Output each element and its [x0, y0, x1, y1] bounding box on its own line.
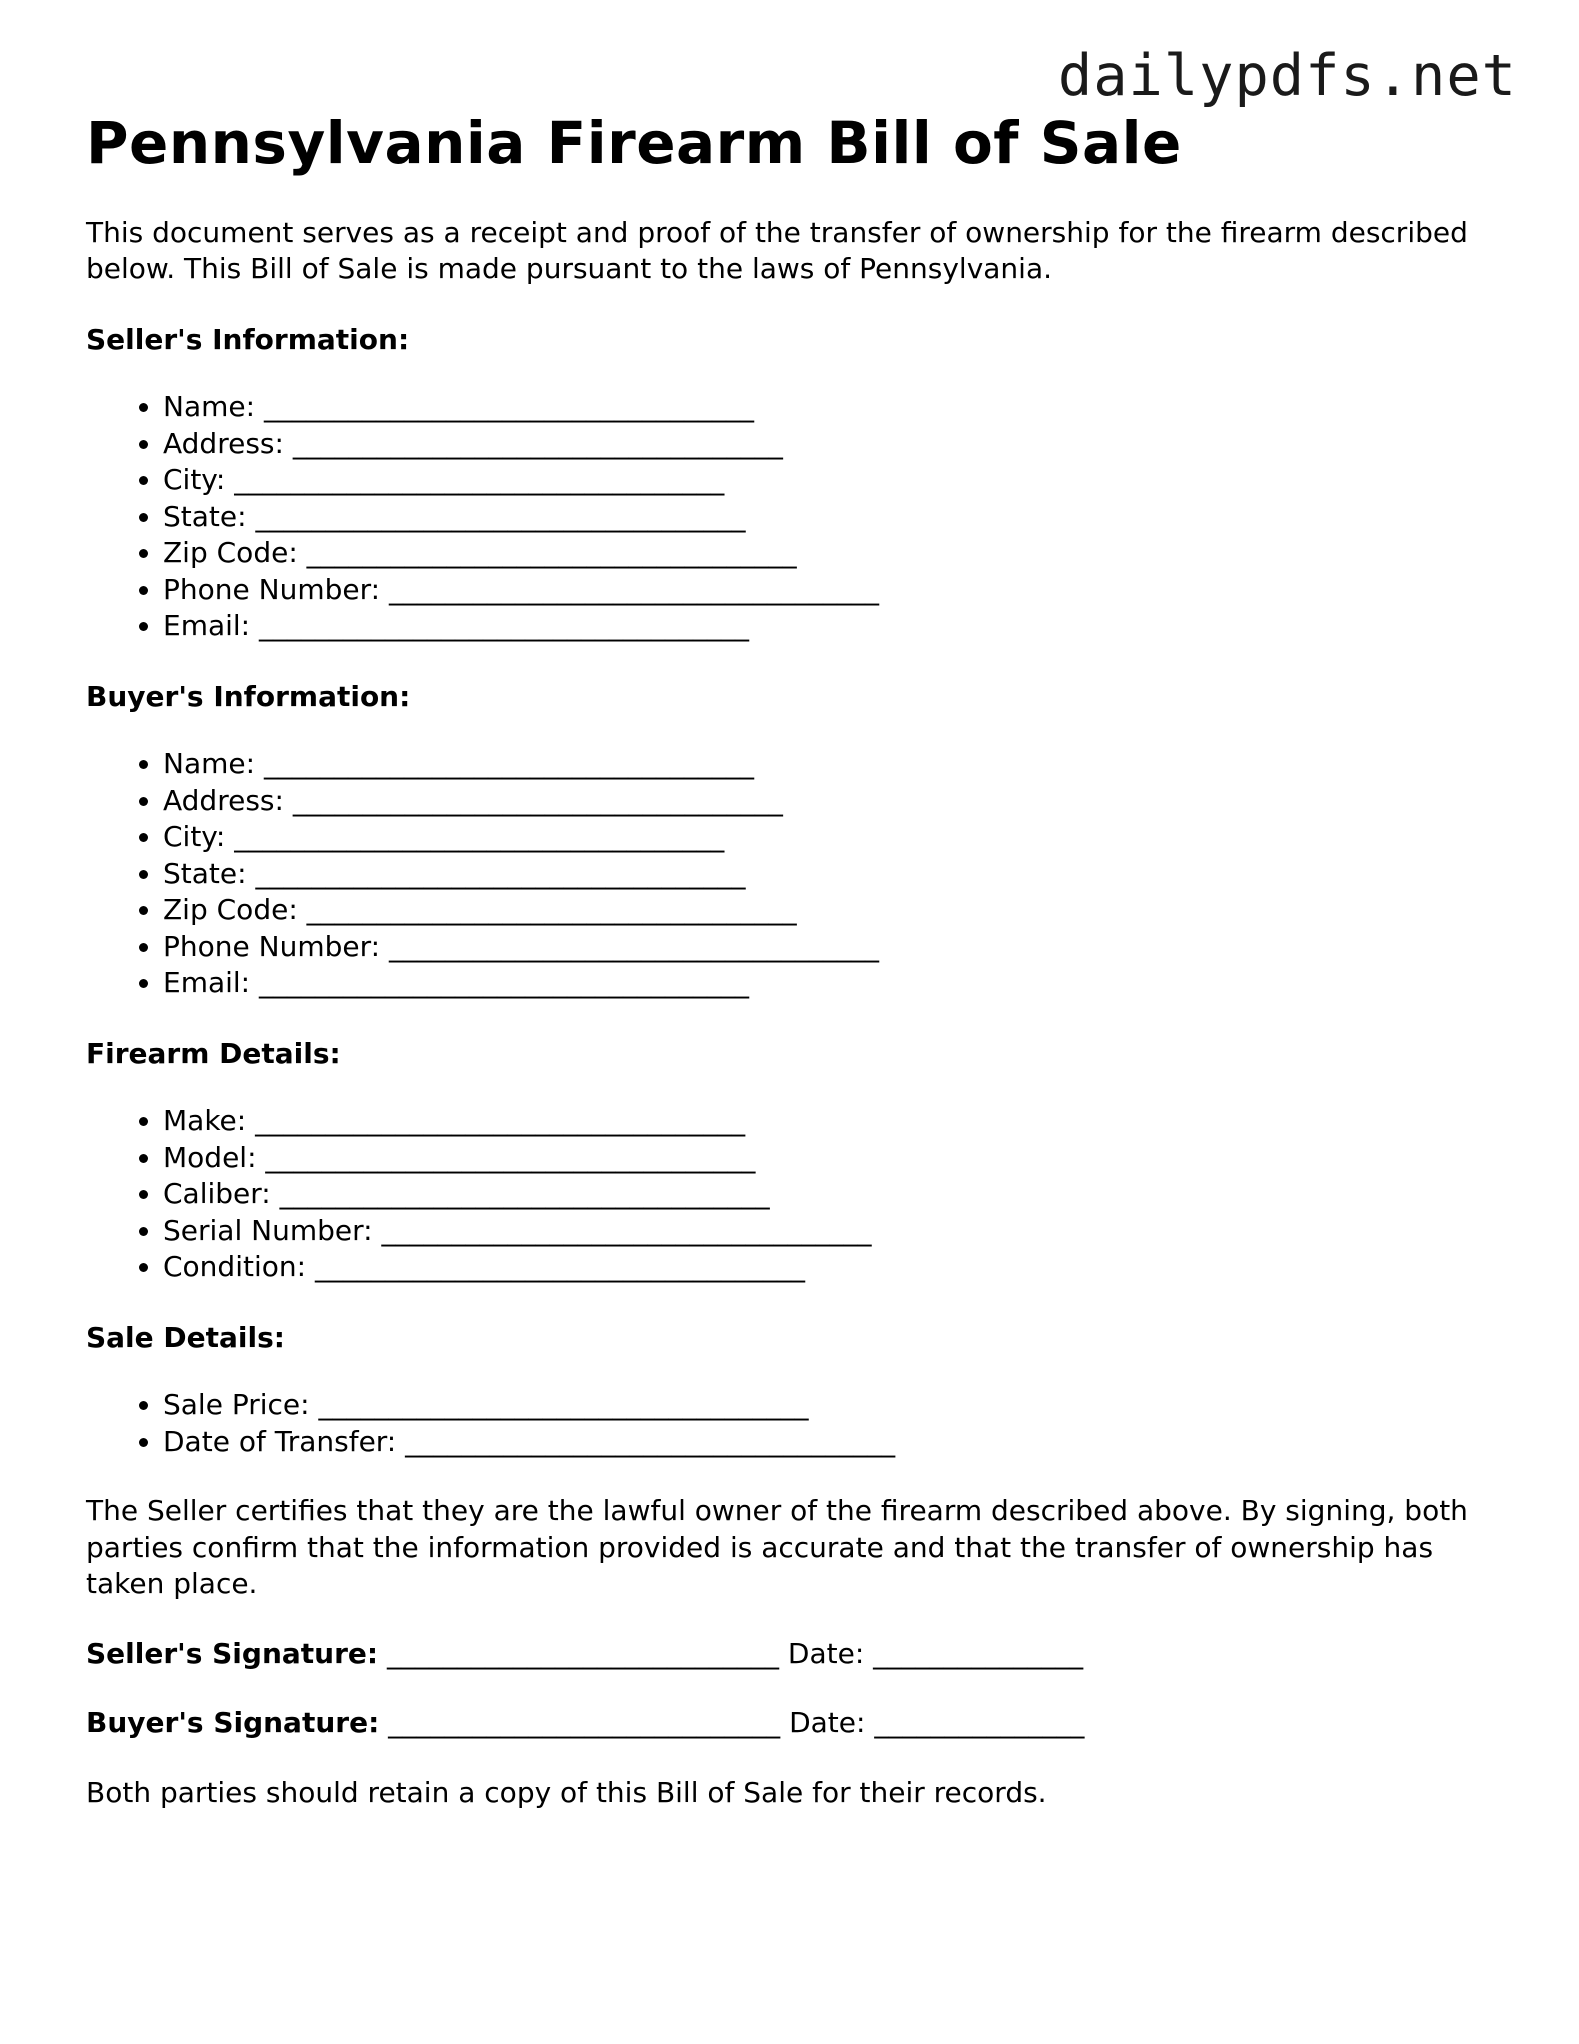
seller-signature-label: Seller's Signature:: [86, 1636, 379, 1670]
buyer-address-field[interactable]: • Address: ___________________________________: [163, 783, 1506, 820]
seller-section-heading: Seller's Information:: [86, 322, 410, 356]
buyer-date-blank[interactable]: _______________: [874, 1706, 1085, 1740]
intro-paragraph: This document serves as a receipt and proof of the transfer of ownership for the firearm described below. This Bill of Sale is made pursuant to the laws of Pennsylvania.: [86, 215, 1468, 286]
seller-zip-field[interactable]: • Zip Code: ___________________________________: [163, 535, 1506, 572]
firearm-model-field[interactable]: • Model: ___________________________________: [163, 1140, 1506, 1177]
seller-signature-line: [86, 1636, 1506, 1673]
buyer-signature-blank[interactable]: ____________________________: [388, 1706, 781, 1740]
buyer-fields-list: [86, 746, 1506, 1002]
firearm-serial-field[interactable]: • Serial Number: ___________________________________: [163, 1213, 1506, 1250]
seller-signature-blank[interactable]: ____________________________: [387, 1636, 779, 1670]
seller-fields-list: [86, 389, 1506, 645]
document-page: [86, 110, 1506, 1811]
buyer-zip-field[interactable]: • Zip Code: ___________________________________: [163, 892, 1506, 929]
firearm-caliber-field[interactable]: • Caliber: ___________________________________: [163, 1176, 1506, 1213]
firearm-make-field[interactable]: • Make: ___________________________________: [163, 1103, 1506, 1140]
sale-fields-list: [86, 1387, 1506, 1460]
buyer-signature-label: Buyer's Signature:: [86, 1706, 380, 1740]
firearm-condition-field[interactable]: • Condition: ___________________________________: [163, 1249, 1506, 1286]
closing-paragraph: Both parties should retain a copy of this Bill of Sale for their records.: [86, 1775, 1047, 1809]
seller-city-field[interactable]: • City: ___________________________________: [163, 462, 1506, 499]
buyer-email-field[interactable]: • Email: ___________________________________: [163, 965, 1506, 1002]
sale-section-heading: Sale Details:: [86, 1320, 285, 1354]
buyer-signature-line: [86, 1705, 1506, 1742]
seller-address-field[interactable]: • Address: ___________________________________: [163, 426, 1506, 463]
seller-date-label: Date:: [787, 1636, 865, 1670]
buyer-city-field[interactable]: • City: ___________________________________: [163, 819, 1506, 856]
document-title: Pennsylvania Firearm Bill of Sale: [86, 109, 1182, 177]
sale-date-field[interactable]: • Date of Transfer: ___________________________________: [163, 1424, 1506, 1461]
buyer-name-field[interactable]: • Name: ___________________________________: [163, 746, 1506, 783]
buyer-state-field[interactable]: • State: ___________________________________: [163, 856, 1506, 893]
seller-name-field[interactable]: • Name: ___________________________________: [163, 389, 1506, 426]
seller-phone-field[interactable]: • Phone Number: ___________________________________: [163, 572, 1506, 609]
buyer-phone-field[interactable]: • Phone Number: ___________________________________: [163, 929, 1506, 966]
seller-state-field[interactable]: • State: ___________________________________: [163, 499, 1506, 536]
sale-price-field[interactable]: • Sale Price: ___________________________________: [163, 1387, 1506, 1424]
buyer-section-heading: Buyer's Information:: [86, 679, 411, 713]
seller-email-field[interactable]: • Email: ___________________________________: [163, 608, 1506, 645]
buyer-date-label: Date:: [789, 1706, 866, 1740]
certification-paragraph: The Seller certifies that they are the lawful owner of the firearm described above. By signing, both parties confirm that the information provided is accurate and that the transfer of ownership has taken place.: [86, 1494, 1468, 1601]
seller-date-blank[interactable]: _______________: [873, 1636, 1084, 1670]
firearm-fields-list: [86, 1103, 1506, 1286]
firearm-section-heading: Firearm Details:: [86, 1036, 341, 1070]
watermark: dailypdfs.net: [1057, 43, 1517, 109]
